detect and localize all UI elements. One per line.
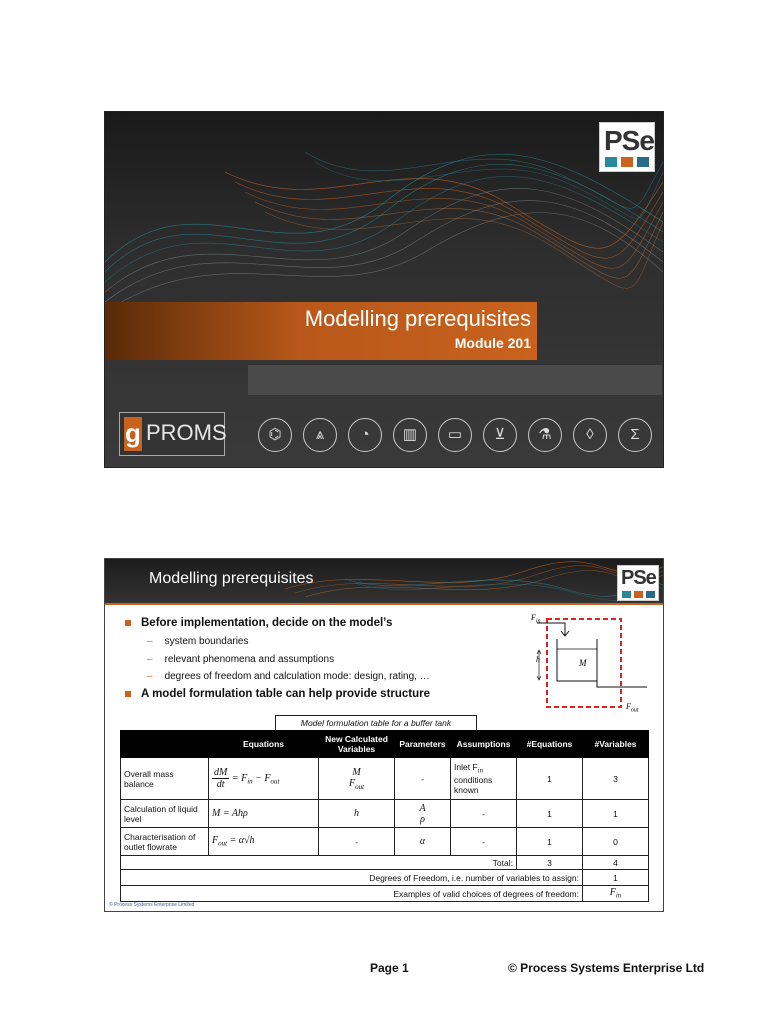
table-header: Assumptions (451, 731, 517, 758)
table-header: New Calculated Variables (319, 731, 395, 758)
row-label: Calculation of liquid level (121, 800, 209, 828)
sub-bullet-2: – relevant phenomena and assumptions (147, 654, 335, 665)
table-header: #Equations (517, 731, 583, 758)
num-equations-cell: 1 (517, 828, 583, 856)
bullet-square-icon (125, 620, 131, 626)
total-row (121, 856, 649, 870)
drop-icon: ◊ (573, 418, 607, 452)
table-row (121, 800, 649, 828)
assumptions-cell: - (451, 800, 517, 828)
logo-square-teal (605, 157, 617, 167)
pharma-icon: ◔ (348, 418, 382, 452)
oil-rig-icon: ⩓ (303, 418, 337, 452)
equation-cell: $\frac{dM}{dt}$ = $F_{in} - F_{out}$ (209, 758, 319, 800)
bullet-2: A model formulation table can help provide structure (125, 688, 430, 700)
dof-value: 1 (583, 870, 649, 886)
h-label: h (536, 655, 540, 664)
logo-square-orange (621, 157, 633, 167)
bullet-1: Before implementation, decide on the model’s (125, 617, 392, 629)
logo-square-teal (622, 591, 631, 598)
slide-header (105, 559, 663, 603)
total-label: Total: (121, 856, 517, 870)
num-variables-cell: 0 (583, 828, 649, 856)
footer-copyright: © Process Systems Enterprise Ltd (508, 961, 705, 975)
examples-value: $F_{in}$ (583, 886, 649, 902)
cart-icon: ⊻ (483, 418, 517, 452)
title-banner (105, 302, 537, 360)
num-variables-cell: 1 (583, 800, 649, 828)
gproms-logo-text: PROMS (146, 420, 227, 445)
table-header: Equations (209, 731, 319, 758)
variables-cell: M $F_{out}$ (319, 758, 395, 800)
table-row (121, 828, 649, 856)
table-header-row (121, 731, 649, 758)
equation-cell: $F_{out} = \alpha√h$ (209, 828, 319, 856)
equation-cell: M = Ahρ (209, 800, 319, 828)
table-header: #Variables (583, 731, 649, 758)
examples-row (121, 886, 649, 902)
logo-square-orange (634, 591, 643, 598)
logo-square-blue (637, 157, 649, 167)
flask-icon: ⚗ (528, 418, 562, 452)
num-equations-cell: 1 (517, 800, 583, 828)
parameters-cell: α (395, 828, 451, 856)
parameters-cell: - (395, 758, 451, 800)
slide-title: Modelling prerequisites (149, 570, 314, 587)
variables-cell: h (319, 800, 395, 828)
subtitle-bar (248, 365, 662, 395)
fin-label: $F_{in}$ (531, 613, 541, 625)
variables-cell: - (319, 828, 395, 856)
pse-logo-text: PSe (621, 567, 656, 589)
gproms-logo (119, 412, 225, 456)
fout-label: $F_{out}$ (626, 702, 639, 714)
model-formulation-table (120, 730, 649, 902)
sigma-icon: Σ (618, 418, 652, 452)
battery-icon: ▭ (438, 418, 472, 452)
examples-label: Examples of valid choices of degrees of freedom: (121, 886, 583, 902)
gproms-logo-g: g (124, 417, 142, 451)
assumptions-cell: Inlet $F_{in}$ conditions known (451, 758, 517, 800)
parameters-cell: A ρ (395, 800, 451, 828)
title-slide (104, 111, 664, 468)
sub-bullet-3: – degrees of freedom and calculation mode: design, rating, … (147, 671, 430, 682)
power-plant-icon: ▥ (393, 418, 427, 452)
row-label: Characterisation of outlet flowrate (121, 828, 209, 856)
logo-square-blue (646, 591, 655, 598)
chemistry-icon: ⌬ (258, 418, 292, 452)
pse-logo (617, 565, 659, 601)
m-label: M (579, 658, 587, 668)
table-row (121, 758, 649, 800)
pse-logo (599, 122, 655, 172)
assumptions-cell: - (451, 828, 517, 856)
slide-title: Modelling prerequisites (304, 306, 531, 331)
num-variables-cell: 3 (583, 758, 649, 800)
total-variables: 4 (583, 856, 649, 870)
slide-subtitle: Module 201 (454, 335, 531, 351)
table-caption: Model formulation table for a buffer tank (275, 715, 477, 731)
row-label: Overall mass balance (121, 758, 209, 800)
pse-logo-text: PSe (604, 125, 654, 156)
dof-row (121, 870, 649, 886)
sub-bullet-1: – system boundaries (147, 636, 249, 647)
page-number: Page 1 (370, 961, 409, 975)
buffer-tank-diagram (525, 609, 660, 717)
content-slide (104, 558, 664, 912)
header-separator (105, 603, 663, 605)
dof-label: Degrees of Freedom, i.e. number of variables to assign: (121, 870, 583, 886)
num-equations-cell: 1 (517, 758, 583, 800)
slide-copyright: © Process Systems Enterprise Limited (109, 902, 195, 908)
table-header (121, 731, 209, 758)
bullet-square-icon (125, 691, 131, 697)
table-header: Parameters (395, 731, 451, 758)
total-equations: 3 (517, 856, 583, 870)
